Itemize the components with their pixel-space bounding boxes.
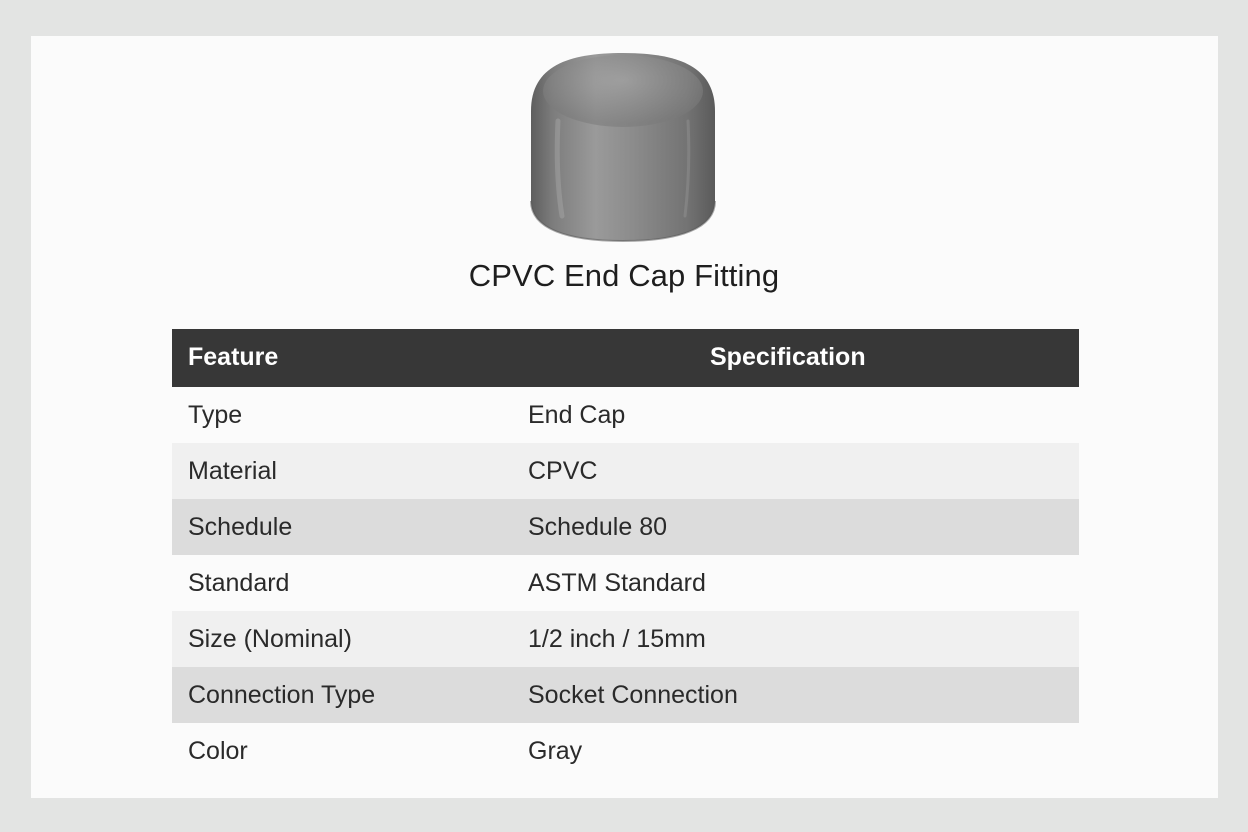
header-specification: Specification (710, 343, 866, 371)
row-feature: Material (188, 457, 277, 485)
product-title: CPVC End Cap Fitting (468, 258, 780, 293)
row-feature: Type (188, 401, 243, 429)
row-value: Schedule 80 (528, 513, 668, 541)
table-row (172, 443, 1079, 499)
table-row (172, 667, 1079, 723)
table-row (172, 555, 1079, 611)
table-row (172, 387, 1079, 443)
row-feature: Color (188, 737, 248, 765)
row-value: CPVC (528, 457, 598, 485)
header-feature: Feature (188, 343, 279, 371)
row-value: Gray (528, 737, 583, 765)
table-row (172, 611, 1079, 667)
row-feature: Connection Type (188, 681, 376, 709)
row-feature: Standard (188, 569, 290, 597)
row-value: 1/2 inch / 15mm (528, 625, 706, 653)
row-value: Socket Connection (528, 681, 738, 709)
row-feature: Schedule (188, 513, 293, 541)
row-value: ASTM Standard (528, 569, 706, 597)
table-row (172, 499, 1079, 555)
table-header (172, 329, 1079, 387)
cpvc-end-cap-image (528, 51, 718, 245)
table-row (172, 723, 1079, 779)
spec-table (172, 329, 1079, 779)
row-feature: Size (Nominal) (188, 625, 352, 653)
row-value: End Cap (528, 401, 626, 429)
